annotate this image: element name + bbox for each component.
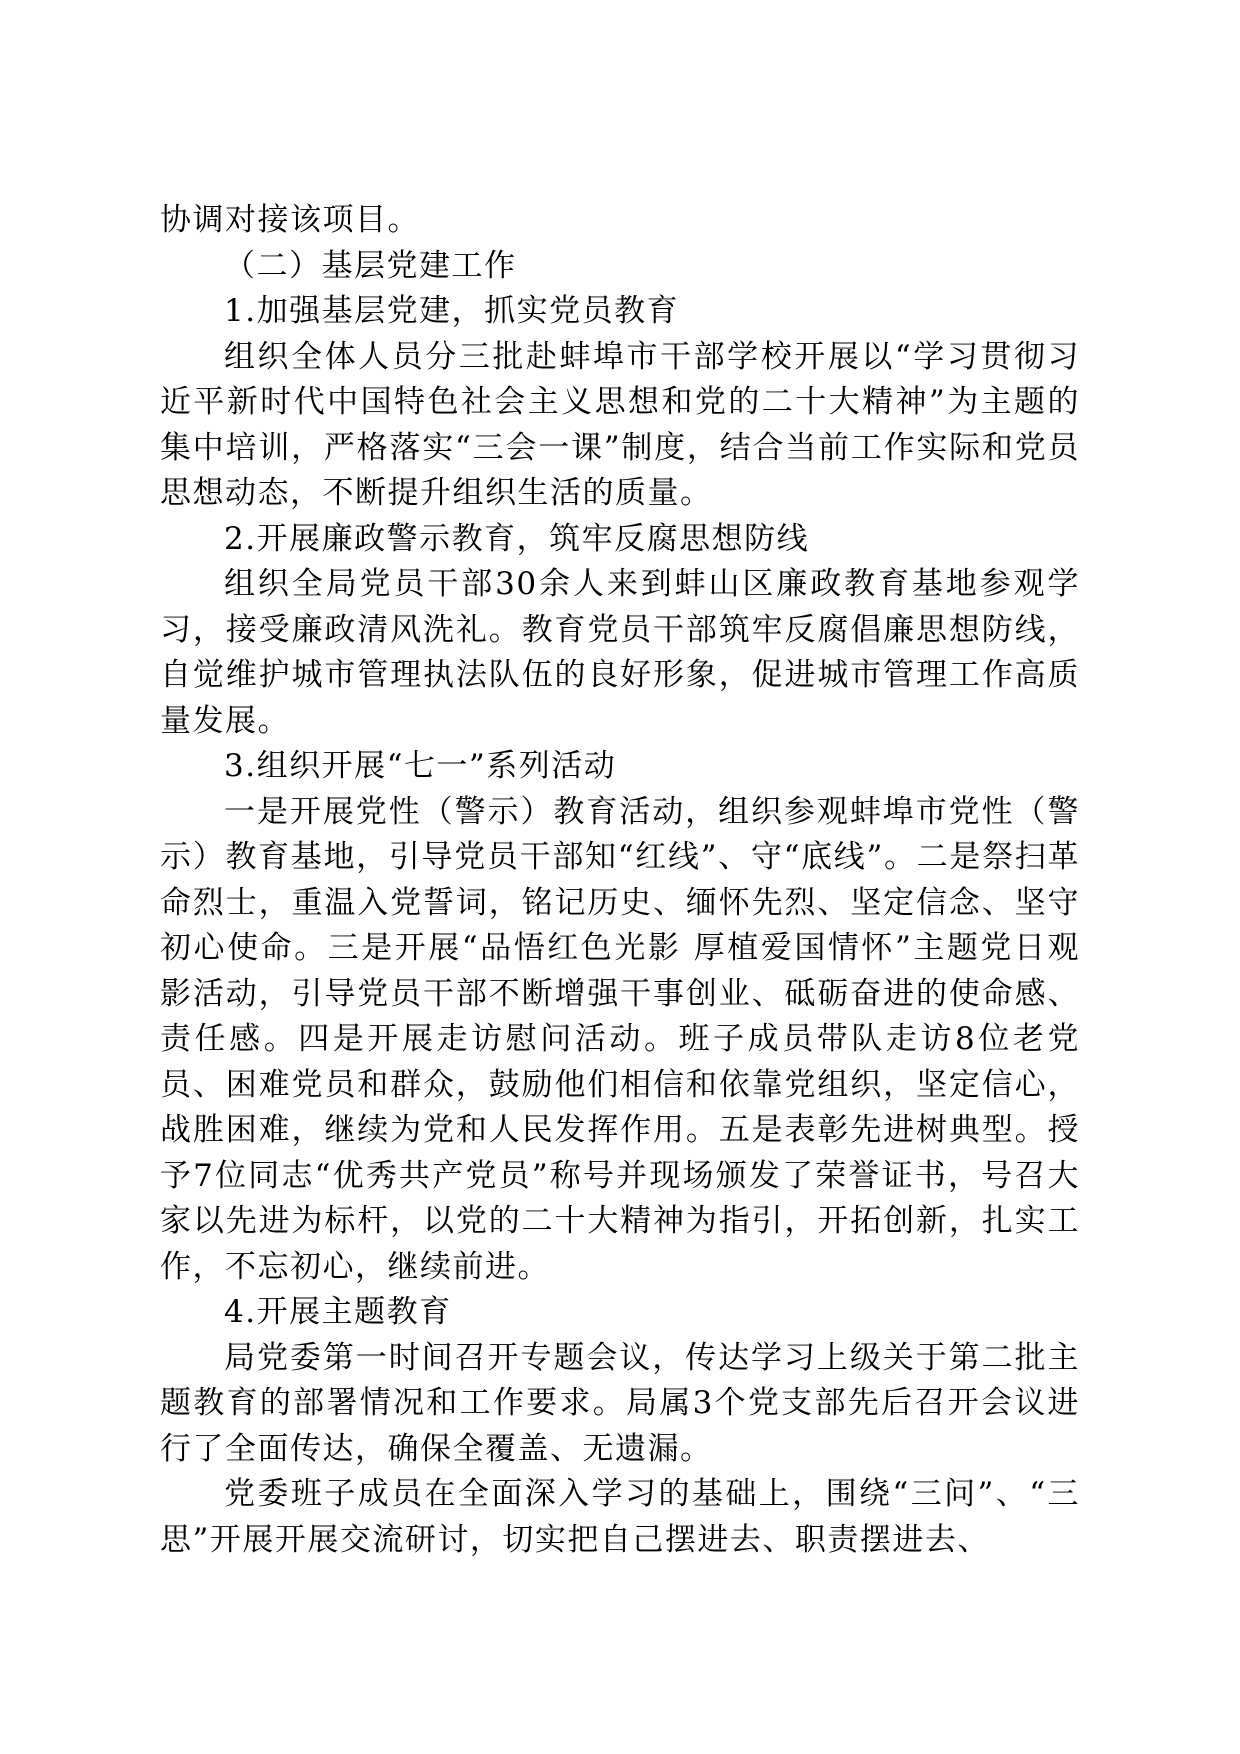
document-body [160, 198, 1080, 1563]
subsection-heading: 1.加强基层党建，抓实党员教育 [224, 293, 680, 329]
subsection-heading: 2.开展廉政警示教育，筑牢反腐思想防线 [224, 520, 810, 557]
body-paragraph: 党委班子成员在全面深入学习的基础上，围绕“三问”、“三思”开展开展交流研讨，切实把自己摆进去、职责摆进去、 [160, 1476, 1080, 1558]
body-paragraph: 协调对接该项目。 [160, 202, 420, 238]
subsection-heading: 3.组织开展“七一”系列活动 [224, 748, 617, 784]
section-heading: （二）基层党建工作 [224, 247, 517, 284]
body-paragraph: 局党委第一时间召开专题会议，传达学习上级关于第二批主题教育的部署情况和工作要求。局属3个党支部先后召开会议进行了全面传达，确保全覆盖、无遗漏。 [160, 1339, 1080, 1467]
subsection-heading: 4.开展主题教育 [224, 1294, 452, 1330]
body-paragraph: 组织全体人员分三批赴蚌埠市干部学校开展以“学习贯彻习近平新时代中国特色社会主义思想和党的二十大精神”为主题的集中培训，严格落实“三会一课”制度，结合当前工作实际和党员思想动态，不断提升组织生活的质量。 [160, 338, 1080, 511]
body-paragraph: 一是开展党性（警示）教育活动，组织参观蚌埠市党性（警示）教育基地，引导党员干部知“红线”、守“底线”。二是祭扫革命烈士，重温入党誓词，铭记历史、缅怀先烈、坚定信念、坚守初心使命。三是开展“品悟红色光影 厚植爱国情怀”主题党日观影活动，引导党员干部不断增强干事创业、砥砺奋进的使命感、责任感。四是开展走访慰问活动。班子成员带队走访8位老党员、困难党员和群众，鼓励他们相信和依靠党组织，坚定信心，战胜困难，继续为党和人民发挥作用。五是表彰先进树典型。授予7位同志“优秀共产党员”称号并现场颁发了荣誉证书，号召大家以先进为标杆，以党的二十大精神为指引，开拓创新，扎实工作，不忘初心，继续前进。 [160, 793, 1080, 1285]
body-paragraph: 组织全局党员干部30余人来到蚌山区廉政教育基地参观学习，接受廉政清风洗礼。教育党员干部筑牢反腐倡廉思想防线，自觉维护城市管理执法队伍的良好形象，促进城市管理工作高质量发展。 [160, 566, 1080, 739]
